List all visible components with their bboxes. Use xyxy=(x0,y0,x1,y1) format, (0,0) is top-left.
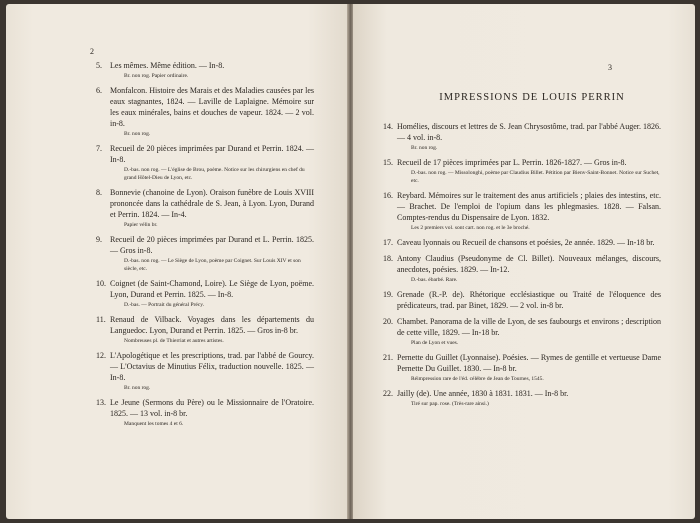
catalog-entry xyxy=(383,157,661,185)
entry-number: 11. xyxy=(96,315,106,324)
catalog-entry xyxy=(96,397,314,428)
entry-note: Tiré sur pap. rose. (Très-rare ainsi.) xyxy=(411,401,489,407)
entry-text: Jailly (de). Une année, 1830 à 1831. 1831. — In-8 br. xyxy=(397,389,569,398)
catalog-entry xyxy=(383,121,661,152)
entry-number: 18. xyxy=(383,254,393,263)
entry-text: Bonnevie (chanoine de Lyon). Oraison funèbre de Louis XVIII prononcée dans la cathédrale de S. Jean, à Lyon. Lyon, Durand et Perrin. 1824. — In-4. xyxy=(110,188,314,219)
entry-note: D.-bas. — Portrait du général Précy. xyxy=(124,302,204,308)
entry-text: Recueil de 20 pièces imprimées par Durand et Perrin. 1824. — In-8. xyxy=(110,144,314,164)
catalog-entry xyxy=(96,60,314,80)
entry-number: 17. xyxy=(383,238,393,247)
entry-number: 5. xyxy=(96,61,102,70)
entry-text: Caveau lyonnais ou Recueil de chansons et poésies, 2e année. 1829. — In-18 br. xyxy=(397,238,655,247)
entry-note: D.-bas. ébarbé. Rare. xyxy=(411,277,458,283)
entry-number: 8. xyxy=(96,188,102,197)
entry-text: Homélies, discours et lettres de S. Jean Chrysostôme, trad. par l'abbé Auger. 1826. — 4 vol. in-8. xyxy=(397,122,661,142)
entry-note: Br. non rog. xyxy=(411,145,438,151)
entry-number: 20. xyxy=(383,317,393,326)
entry-text: Chambet. Panorama de la ville de Lyon, de ses faubourgs et environs ; description de cette ville, 1829. — In-18 br. xyxy=(397,317,661,337)
left-page xyxy=(6,4,348,519)
entry-text: Les mêmes. Même édition. — In-8. xyxy=(110,61,225,70)
entry-number: 15. xyxy=(383,158,393,167)
page-number-left: 2 xyxy=(90,47,94,56)
right-entries xyxy=(383,121,661,413)
entry-note: Br. non rog. Papier ordinaire. xyxy=(124,73,189,79)
entry-text: Renaud de Vilback. Voyages dans les départements du Languedoc. Lyon, Durand et Perrin. 1825. — Gros in-8 br. xyxy=(110,315,314,335)
entry-text: Monfalcon. Histoire des Marais et des Maladies causées par les eaux stagnantes, 1824. — Laville de Laplaigne. Mémoire sur les eaux minérales, bains et douches de vapeur. 1824. — 2 vol. in-8. xyxy=(110,86,314,128)
entry-number: 16. xyxy=(383,191,393,200)
catalog-entry xyxy=(96,143,314,182)
entry-number: 14. xyxy=(383,122,393,131)
catalog-entry xyxy=(383,190,661,232)
entry-note: Manquent les tomes 4 et 6. xyxy=(124,421,184,427)
entry-note: Br. non rog. xyxy=(124,131,151,137)
entry-text: Coignet (de Saint-Chamond, Loire). Le Siège de Lyon, poëme. Lyon, Durand et Perrin. 1825. — In-8. xyxy=(110,279,314,299)
entry-number: 13. xyxy=(96,398,106,407)
entry-text: L'Apologétique et les prescriptions, trad. par l'abbé de Gourcy. — L'Octavius de Minutius Félix, traduction nouvelle. 1825. — In-8. xyxy=(110,351,314,382)
catalog-entry xyxy=(96,85,314,138)
section-header: IMPRESSIONS DE LOUIS PERRIN xyxy=(439,92,625,103)
catalog-entry xyxy=(96,314,314,345)
catalog-entry xyxy=(383,237,661,248)
catalog-entry xyxy=(96,234,314,273)
entry-text: Le Jeune (Sermons du Père) ou le Missionnaire de l'Oratoire. 1825. — 13 vol. in-8 br. xyxy=(110,398,314,418)
page-number-right: 3 xyxy=(608,63,612,72)
entry-note: Les 2 premiers vol. sont cart. non rog. et le 3e broché. xyxy=(411,225,530,231)
entry-note: D.-bas. non rog. — L'église de Brou, poème. Notice sur les chirurgiens en chef du grand Hôtel-Dieu de Lyon, etc. xyxy=(124,167,305,181)
entry-text: Pernette du Guillet (Lyonnaise). Poésies. — Rymes de gentille et vertueuse Dame Pernette Du Guillet. 1830. — In-8 br. xyxy=(397,353,661,373)
entry-number: 10. xyxy=(96,279,106,288)
entry-note: Réimpression rare de l'éd. célèbre de Jean de Tournes, 1545. xyxy=(411,376,544,382)
entry-text: Antony Claudius (Pseudonyme de Cl. Billet). Nouveaux mélanges, discours, anecdotes, poésies. 1829. — In-12. xyxy=(397,254,661,274)
right-page xyxy=(353,4,695,519)
catalog-entry xyxy=(383,388,661,408)
entry-number: 6. xyxy=(96,86,102,95)
entry-number: 22. xyxy=(383,389,393,398)
entry-number: 19. xyxy=(383,290,393,299)
entry-note: Br. non rog. xyxy=(124,385,151,391)
catalog-entry xyxy=(96,350,314,392)
catalog-entry xyxy=(96,187,314,229)
entry-text: Grenade (R.-P. de). Rhétorique ecclésiastique ou Traité de l'éloquence des prédicateurs, trad. par Binet, 1829. — 2 vol. in-8 br. xyxy=(397,290,661,310)
entry-note: D.-bas. non rog. — Le Siège de Lyon, poème par Coignet. Sur Louis XIV et son siècle, etc. xyxy=(124,258,301,272)
entry-text: Recueil de 17 pièces imprimées par L. Perrin. 1826-1827. — Gros in-8. xyxy=(397,158,627,167)
left-entries xyxy=(96,60,314,433)
entry-note: Plan de Lyon et vues. xyxy=(411,340,459,346)
catalog-entry xyxy=(383,289,661,311)
entry-note: Papier vélin br. xyxy=(124,222,158,228)
catalog-entry xyxy=(383,316,661,347)
entry-number: 21. xyxy=(383,353,393,362)
entry-number: 7. xyxy=(96,144,102,153)
entry-note: D.-bas. non rog. — Missolonghi, poème par Claudius Billet. Pétition par Bienv-Saint-Bonnet. Notice sur Suchet, etc. xyxy=(411,170,660,184)
catalog-entry xyxy=(383,253,661,284)
entry-text: Reybard. Mémoires sur le traitement des anus artificiels ; plaies des intestins, etc. — Brachet. De l'emploi de l'opium dans les phlegmasies. 1828. — Falsan. Comptes-rendus du Dispensaire de Lyon. 1832. xyxy=(397,191,661,222)
catalog-entry xyxy=(383,352,661,383)
entry-note: Nombreuses pl. de Thierriat et autres artistes. xyxy=(124,338,224,344)
catalog-entry xyxy=(96,278,314,309)
entry-number: 12. xyxy=(96,351,106,360)
entry-text: Recueil de 20 pièces imprimées par Durand et L. Perrin. 1825. — Gros in-8. xyxy=(110,235,314,255)
entry-number: 9. xyxy=(96,235,102,244)
